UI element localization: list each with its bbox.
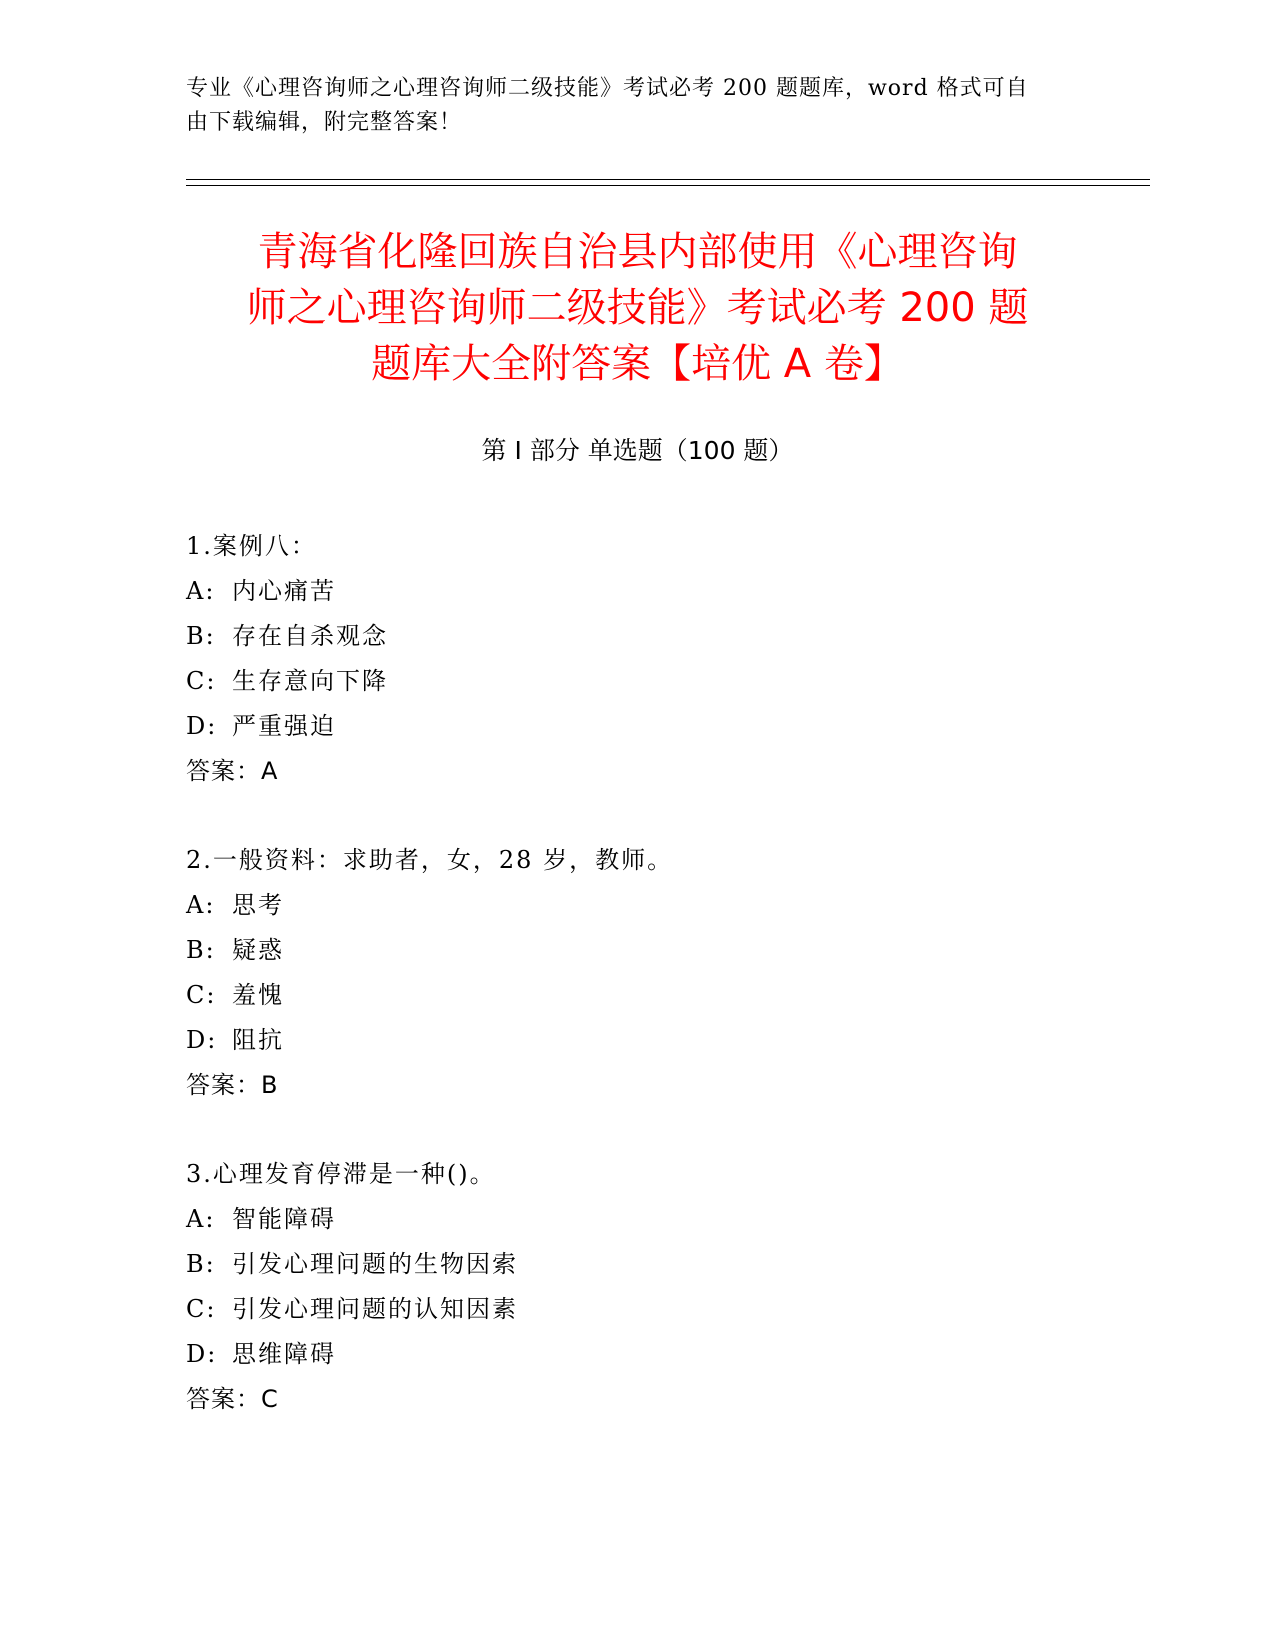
option-letter: B: — [186, 936, 216, 964]
option-d — [186, 1018, 1086, 1063]
option-c — [186, 973, 1086, 1018]
option-letter: D: — [186, 712, 218, 740]
option-text: 思考 — [232, 891, 284, 919]
header-note — [186, 72, 1086, 140]
option-text: 引发心理问题的认知因素 — [232, 1295, 518, 1323]
option-letter: C: — [186, 981, 217, 1009]
option-text: 内心痛苦 — [232, 577, 336, 605]
option-letter: A: — [186, 1205, 216, 1233]
option-text: 智能障碍 — [232, 1205, 336, 1233]
option-text: 生存意向下降 — [232, 667, 388, 695]
option-letter: B: — [186, 1250, 216, 1278]
option-d — [186, 704, 1086, 749]
option-text: 疑惑 — [232, 936, 284, 964]
option-text: 存在自杀观念 — [232, 622, 388, 650]
question-stem: 1.案例八： — [186, 532, 317, 560]
header-note-line-1: 专业《心理咨询师之心理咨询师二级技能》考试必考 200 题题库，word 格式可自 — [186, 76, 1029, 101]
option-text: 引发心理问题的生物因索 — [232, 1250, 518, 1278]
option-letter: B: — [186, 622, 216, 650]
section-title: 第 I 部分 单选题（100 题） — [481, 436, 794, 465]
document-title — [150, 224, 1125, 392]
question-list — [186, 524, 1086, 1466]
answer-line: 答案：B — [186, 1071, 279, 1099]
question-stem: 2.一般资料：求助者，女，28 岁，教师。 — [186, 846, 674, 874]
document-title-line-3: 题库大全附答案【培优 A 卷】 — [371, 341, 904, 387]
option-letter: D: — [186, 1026, 218, 1054]
option-letter: A: — [186, 577, 216, 605]
option-a — [186, 569, 1086, 614]
option-text: 阻抗 — [232, 1026, 284, 1054]
question-3 — [186, 1152, 1086, 1422]
option-letter: A: — [186, 891, 216, 919]
answer-line: 答案：A — [186, 757, 279, 785]
question-stem: 3.心理发育停滞是一种()。 — [186, 1160, 496, 1188]
option-c — [186, 659, 1086, 704]
answer-line: 答案：C — [186, 1385, 279, 1413]
option-c — [186, 1287, 1086, 1332]
header-divider-top — [186, 179, 1150, 180]
option-text: 严重强迫 — [232, 712, 336, 740]
option-letter: D: — [186, 1340, 218, 1368]
document-title-line-1: 青海省化隆回族自治县内部使用《心理咨询 — [257, 229, 1018, 275]
option-b — [186, 614, 1086, 659]
option-a — [186, 883, 1086, 928]
option-text: 思维障碍 — [232, 1340, 336, 1368]
header-note-line-2: 由下载编辑，附完整答案！ — [186, 110, 463, 135]
option-d — [186, 1332, 1086, 1377]
question-1 — [186, 524, 1086, 794]
header-divider-bottom — [186, 185, 1150, 186]
option-b — [186, 1242, 1086, 1287]
option-letter: C: — [186, 1295, 217, 1323]
option-text: 羞愧 — [232, 981, 284, 1009]
question-2 — [186, 838, 1086, 1108]
option-a — [186, 1197, 1086, 1242]
document-title-line-2: 师之心理咨询师二级技能》考试必考 200 题 — [246, 285, 1029, 331]
option-b — [186, 928, 1086, 973]
option-letter: C: — [186, 667, 217, 695]
